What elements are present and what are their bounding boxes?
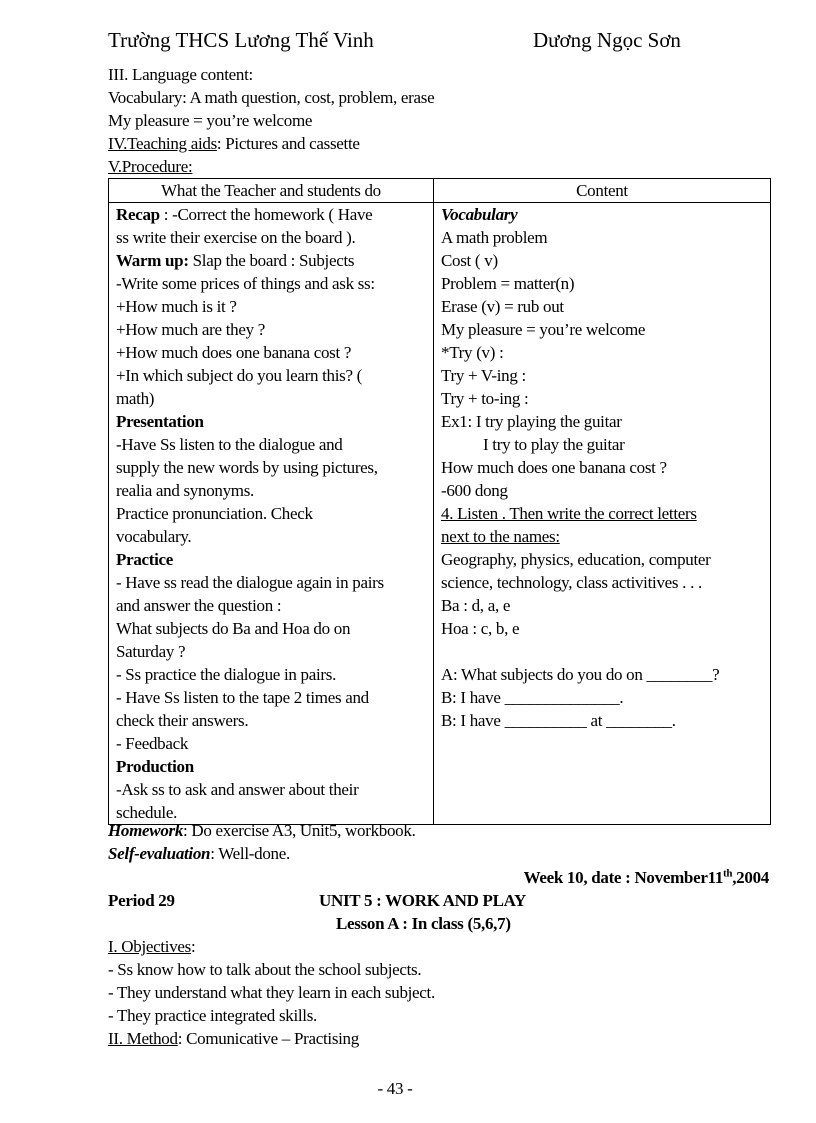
activity-line: +How much are they ? [116,320,265,339]
activity-line: - Have Ss listen to the tape 2 times and [116,688,369,707]
author-name: Dương Ngọc Sơn [533,28,681,52]
activity-line: and answer the question : [116,596,282,615]
content-line: Geography, physics, education, computer [441,550,711,569]
period-label: Period 29 [108,891,175,910]
activity-line: -Have Ss listen to the dialogue and [116,435,343,454]
activity-line: -Ask ss to ask and answer about their [116,780,359,799]
practice-heading: Practice [116,550,174,569]
warmup-line: Warm up: Slap the board : Subjects [116,251,355,270]
content-line: *Try (v) : [441,343,504,362]
activity-line: Saturday ? [116,642,186,661]
objectives-section [108,935,435,1050]
content-line: I try to play the guitar [483,435,625,454]
objectives-heading: I. Objectives: [108,937,196,956]
procedure-table [108,178,771,825]
activity-line: - Have ss read the dialogue again in pairs [116,573,384,592]
method-line: II. Method: Comunicative – Practising [108,1029,359,1048]
activity-line: Practice pronunciation. Check [116,504,313,523]
self-evaluation-line: Self-evaluation: Well-done. [108,844,290,863]
spacer [441,640,763,663]
content-header: Content [434,179,771,203]
activity-line: - Ss practice the dialogue in pairs. [116,665,337,684]
listen-heading-2: next to the names: [441,527,560,546]
activities-cell [109,203,434,825]
production-heading: Production [116,757,194,776]
teacher-students-header: What the Teacher and students do [109,179,434,203]
teaching-aids-label: IV.Teaching aids [108,134,217,153]
content-cell [434,203,771,825]
objective-item: - They understand what they learn in each subject. [108,983,435,1002]
activity-line: +How much does one banana cost ? [116,343,352,362]
content-line: Ba : d, a, e [441,596,511,615]
content-line: A math problem [441,228,548,247]
recap-line-2: ss write their exercise on the board ). [116,228,356,247]
content-line: Hoa : c, b, e [441,619,520,638]
vocabulary-line: Vocabulary: A math question, cost, problem, erase [108,88,435,107]
pleasure-line: My pleasure = you’re welcome [108,111,313,130]
activity-line: +In which subject do you learn this? ( [116,366,363,385]
activity-line: check their answers. [116,711,249,730]
content-line: -600 dong [441,481,508,500]
content-line: B: I have ______________. [441,688,624,707]
content-line: Problem = matter(n) [441,274,575,293]
content-line: A: What subjects do you do on ________? [441,665,720,684]
unit-title: UNIT 5 : WORK AND PLAY [319,891,527,910]
content-line: Erase (v) = rub out [441,297,564,316]
activity-line: math) [116,389,155,408]
activity-line: - Feedback [116,734,189,753]
content-line: Cost ( v) [441,251,498,270]
activity-line: -Write some prices of things and ask ss: [116,274,375,293]
page-number: - 43 - [377,1079,413,1098]
content-line: Try + to-ing : [441,389,529,408]
activity-line: schedule. [116,803,178,822]
activity-line: +How much is it ? [116,297,237,316]
recap-line: Recap : -Correct the homework ( Have [116,205,373,224]
activity-line: What subjects do Ba and Hoa do on [116,619,351,638]
activity-line: realia and synonyms. [116,481,254,500]
lesson-title: Lesson A : In class (5,6,7) [336,914,511,933]
school-name: Trường THCS Lương Thế Vinh [108,28,374,52]
week-date: Week 10, date : November11th,2004 [523,867,769,887]
objective-item: - Ss know how to talk about the school subjects. [108,960,422,979]
content-line: B: I have __________ at ________. [441,711,676,730]
content-line: My pleasure = you’re welcome [441,320,646,339]
activity-line: supply the new words by using pictures, [116,458,378,477]
intro-section [108,63,434,178]
procedure-heading: V.Procedure: [108,157,193,176]
presentation-heading: Presentation [116,412,204,431]
table-body-row [109,203,771,825]
homework-line: Homework: Do exercise A3, Unit5, workbook. [108,821,416,840]
content-line: science, technology, class activitives . . . [441,573,702,592]
footer-section [108,819,416,865]
content-line: How much does one banana cost ? [441,458,667,477]
teaching-aids-line [108,132,434,155]
content-line: Ex1: I try playing the guitar [441,412,622,431]
table-header-row [109,179,771,203]
activity-line: vocabulary. [116,527,192,546]
vocabulary-title: Vocabulary [441,205,518,224]
language-content-heading: III. Language content: [108,65,253,84]
listen-heading: 4. Listen . Then write the correct letters [441,504,697,523]
content-line: Try + V-ing : [441,366,526,385]
teaching-aids-value: : Pictures and cassette [216,134,360,153]
objective-item: - They practice integrated skills. [108,1006,317,1025]
